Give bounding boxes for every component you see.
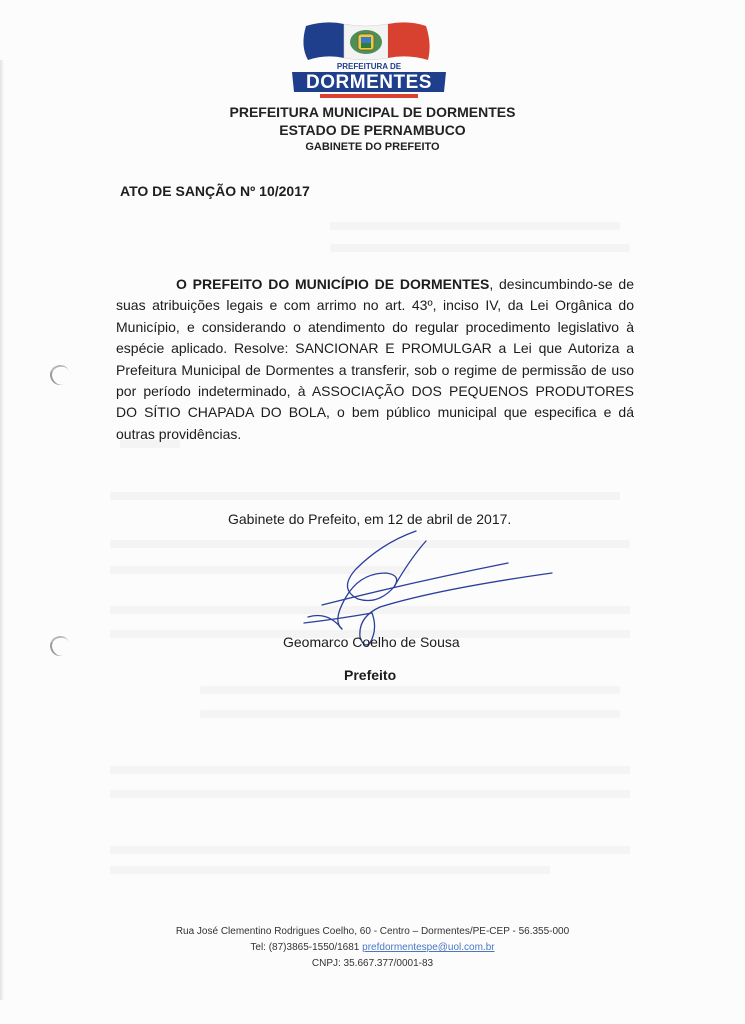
footer-contact <box>0 942 745 953</box>
document-title: ATO DE SANÇÃO Nº 10/2017 <box>120 183 310 199</box>
hole-punch-mark <box>47 633 73 659</box>
bleed-through-mark <box>110 846 630 854</box>
organization-name: PREFEITURA MUNICIPAL DE DORMENTES <box>229 104 516 120</box>
office-name: GABINETE DO PREFEITO <box>305 141 440 153</box>
body-lead-bold: O PREFEITO DO MUNICÍPIO DE DORMENTES <box>176 276 490 292</box>
footer-phone: Tel: (87)3865-1550/1681 <box>250 942 360 953</box>
footer-cnpj: CNPJ: 35.667.377/0001-83 <box>311 958 434 969</box>
bleed-through-mark <box>330 222 620 230</box>
date-line: Gabinete do Prefeito, em 12 de abril de 2017. <box>228 511 512 527</box>
hole-punch-mark <box>47 362 73 388</box>
bleed-through-mark <box>110 790 630 798</box>
state-name: ESTADO DE PERNAMBUCO <box>279 122 466 138</box>
scan-edge-shadow <box>0 60 4 1000</box>
logo-main-text: DORMENTES <box>306 72 432 93</box>
body-text: , desincumbindo-se de suas atribuições legais e com arrimo no art. 43º, inciso IV, da Lei Orgânica do Município, e considerando o atendimento do regular procedimento legislativo à espécie aplicado. Resolve: SANCIONAR E PROMULGAR a Lei que Autoriza a Prefeitura Municipal de Dormentes a transferir, sob o regime de permissão de uso por período indeterminado, à ASSOCIAÇÃO DOS PEQUENOS PRODUTORES DO SÍTIO CHAPADA DO BOLA, o bem público municipal que especifica e dá outras providências. <box>116 276 634 442</box>
bleed-through-mark <box>110 492 620 500</box>
bleed-through-mark <box>110 866 550 874</box>
bleed-through-mark <box>330 244 630 252</box>
footer-email-link[interactable]: prefdormentespe@uol.com.br <box>362 942 495 953</box>
logo-top-text: PREFEITURA DE <box>336 62 402 71</box>
footer-address: Rua José Clementino Rodrigues Coelho, 60 - Centro – Dormentes/PE-CEP - 56.355-000 <box>175 926 570 937</box>
bleed-through-mark <box>200 686 620 694</box>
signer-role: Prefeito <box>344 667 397 683</box>
bleed-through-mark <box>110 766 630 774</box>
signer-name: Geomarco Coelho de Sousa <box>283 634 460 650</box>
city-hall-logo <box>286 18 452 104</box>
bleed-through-mark <box>200 710 620 718</box>
body-paragraph <box>116 274 634 445</box>
coat-of-arms-icon <box>350 30 382 54</box>
